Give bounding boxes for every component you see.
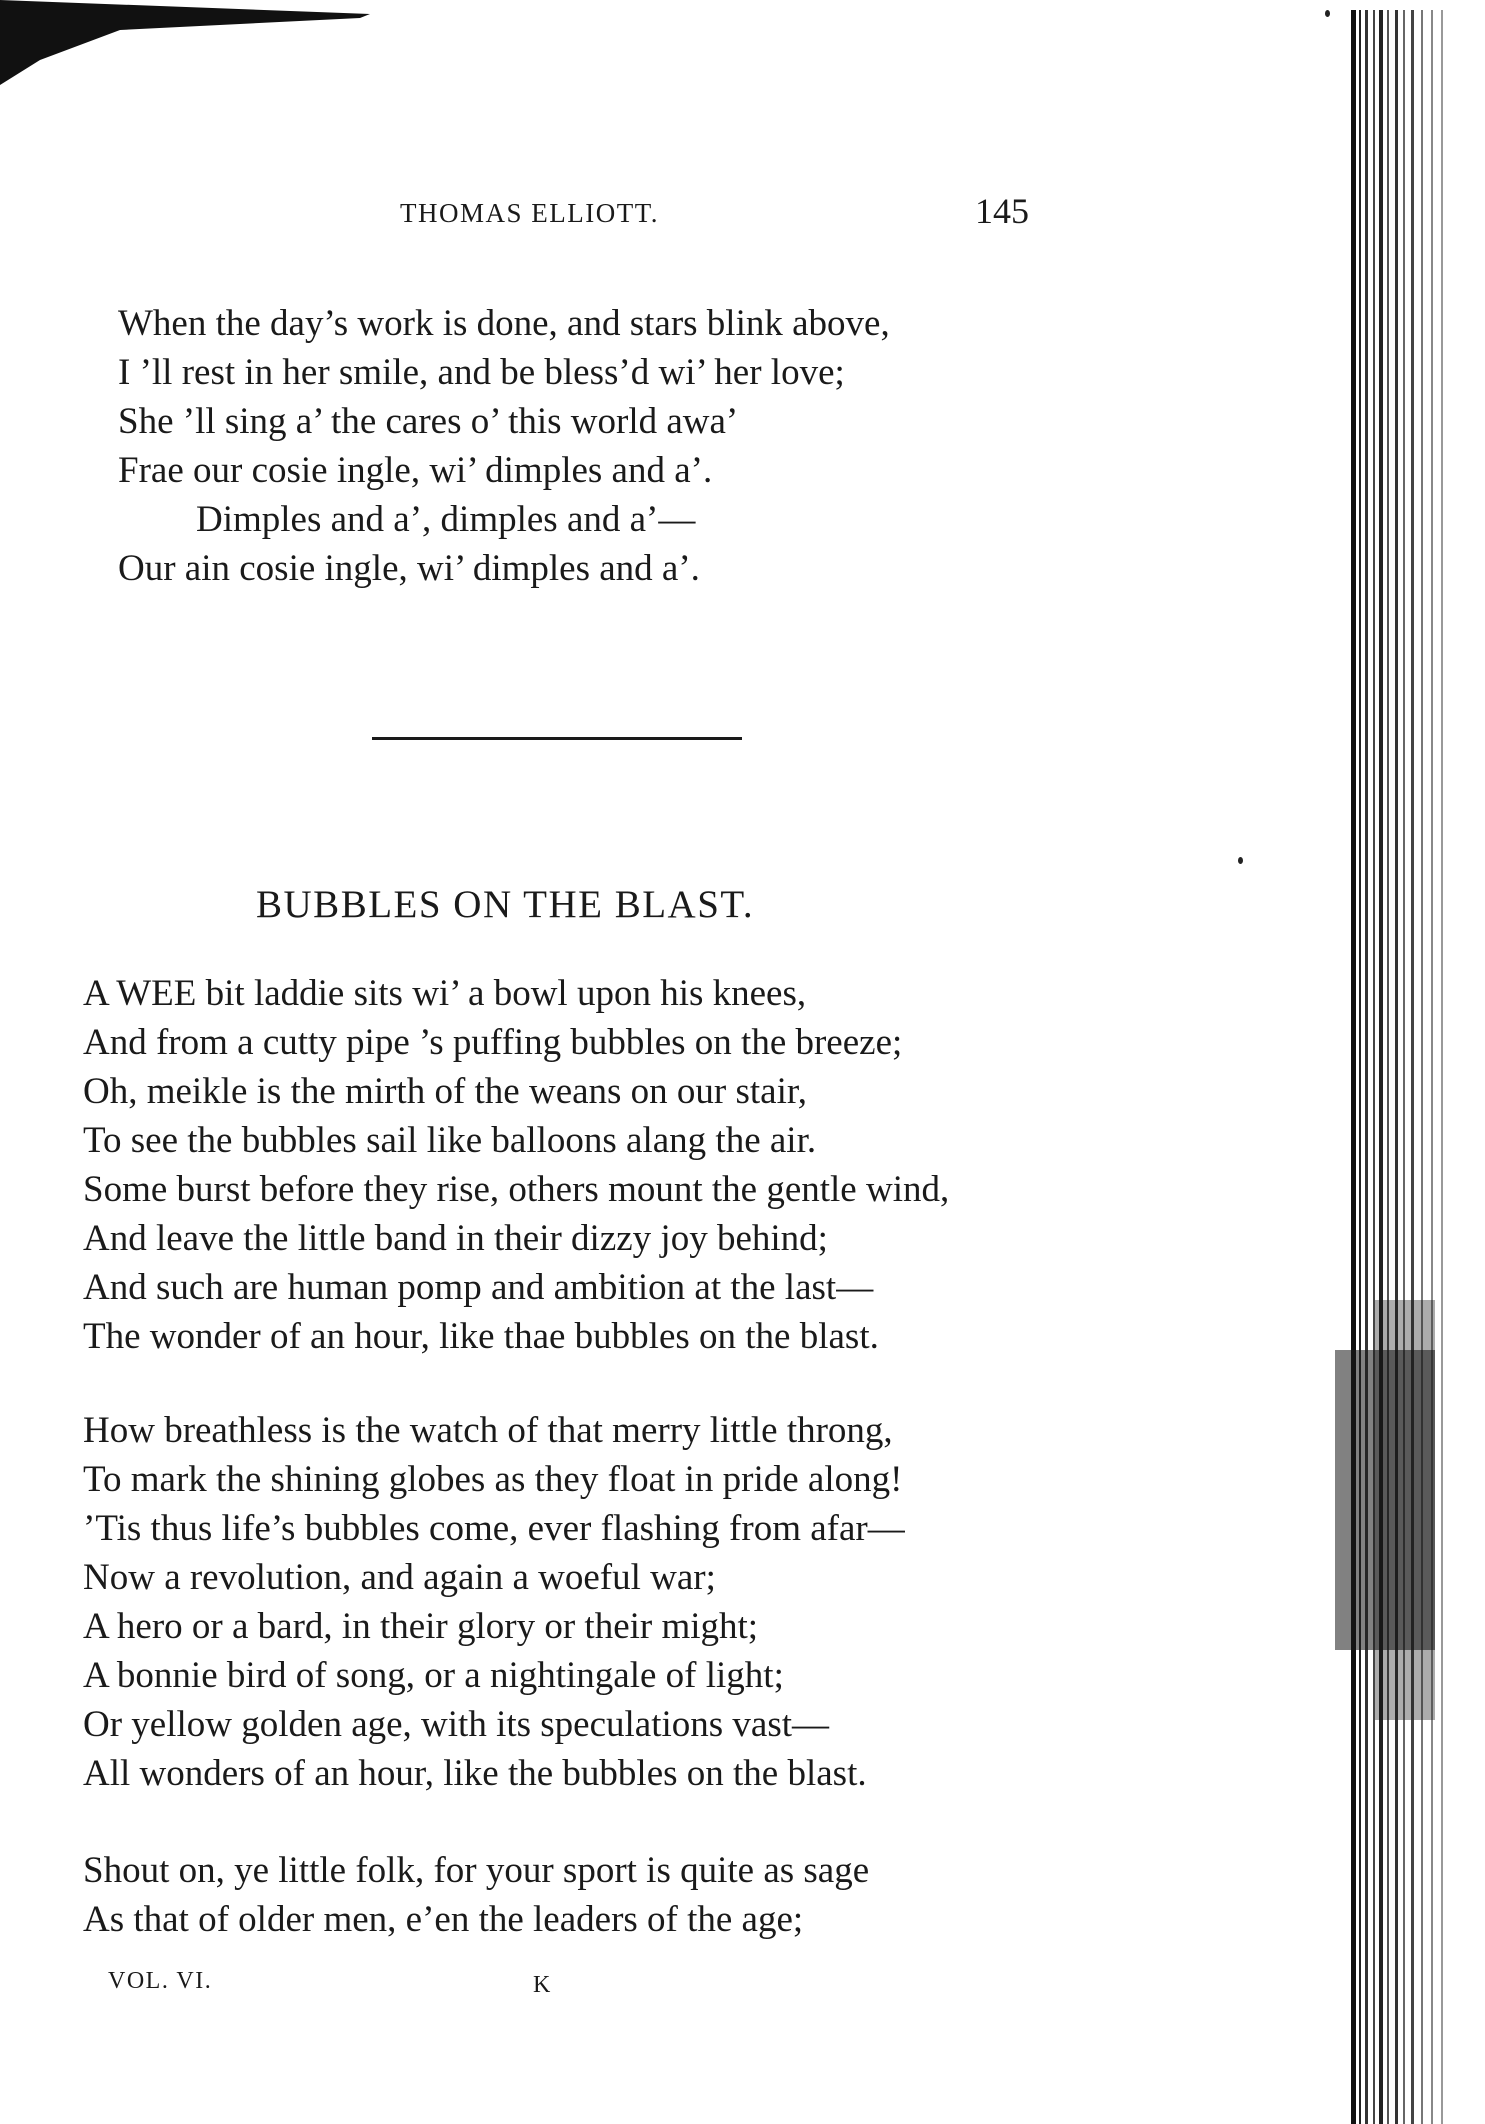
poem-line: How breathless is the watch of that merry little throng, (83, 1410, 893, 1451)
running-head: THOMAS ELLIOTT. (400, 198, 659, 228)
poem-line: When the day’s work is done, and stars blink above, (118, 303, 890, 344)
poem-line: And such are human pomp and ambition at the last— (83, 1267, 874, 1308)
poem-line: Shout on, ye little folk, for your sport is quite as sage (83, 1850, 870, 1891)
signature-mark: K (533, 1972, 551, 1998)
poem-line: ’Tis thus life’s bubbles come, ever flashing from afar— (83, 1508, 905, 1549)
poem-line: A WEE bit laddie sits wi’ a bowl upon his knees, (83, 973, 807, 1014)
section-divider (372, 737, 742, 740)
poem-line: And from a cutty pipe ’s puffing bubbles on the breeze; (83, 1022, 903, 1063)
poem-line: Some burst before they rise, others mount the gentle wind, (83, 1169, 950, 1210)
scan-speck (1238, 857, 1243, 864)
poem-line: To mark the shining globes as they float in pride along! (83, 1459, 903, 1500)
poem-line: Frae our cosie ingle, wi’ dimples and a’. (118, 450, 713, 491)
poem-line: Dimples and a’, dimples and a’— (196, 499, 696, 540)
poem-line: And leave the little band in their dizzy joy behind; (83, 1218, 828, 1259)
poem-line: To see the bubbles sail like balloons alang the air. (83, 1120, 817, 1161)
poem-line: I ’ll rest in her smile, and be bless’d wi’ her love; (118, 352, 845, 393)
poem-line: Now a revolution, and again a woeful war; (83, 1557, 716, 1598)
poem-line: As that of older men, e’en the leaders of the age; (83, 1899, 804, 1940)
book-binding-edge (1335, 0, 1485, 2124)
poem-line: A hero or a bard, in their glory or their might; (83, 1606, 759, 1647)
poem-line: Or yellow golden age, with its speculations vast— (83, 1704, 830, 1745)
page-number: 145 (975, 191, 1029, 231)
poem-line: Our ain cosie ingle, wi’ dimples and a’. (118, 548, 700, 589)
poem-title: BUBBLES ON THE BLAST. (256, 883, 755, 926)
poem-line: A bonnie bird of song, or a nightingale of light; (83, 1655, 784, 1696)
poem-line: All wonders of an hour, like the bubbles on the blast. (83, 1753, 867, 1794)
poem-line: Oh, meikle is the mirth of the weans on our stair, (83, 1071, 807, 1112)
volume-signature: VOL. VI. (108, 1968, 213, 1994)
scan-speck (1325, 10, 1330, 17)
scan-corner-smudge (0, 0, 370, 90)
poem-line: The wonder of an hour, like thae bubbles on the blast. (83, 1316, 879, 1357)
poem-line: She ’ll sing a’ the cares o’ this world awa’ (118, 401, 739, 442)
